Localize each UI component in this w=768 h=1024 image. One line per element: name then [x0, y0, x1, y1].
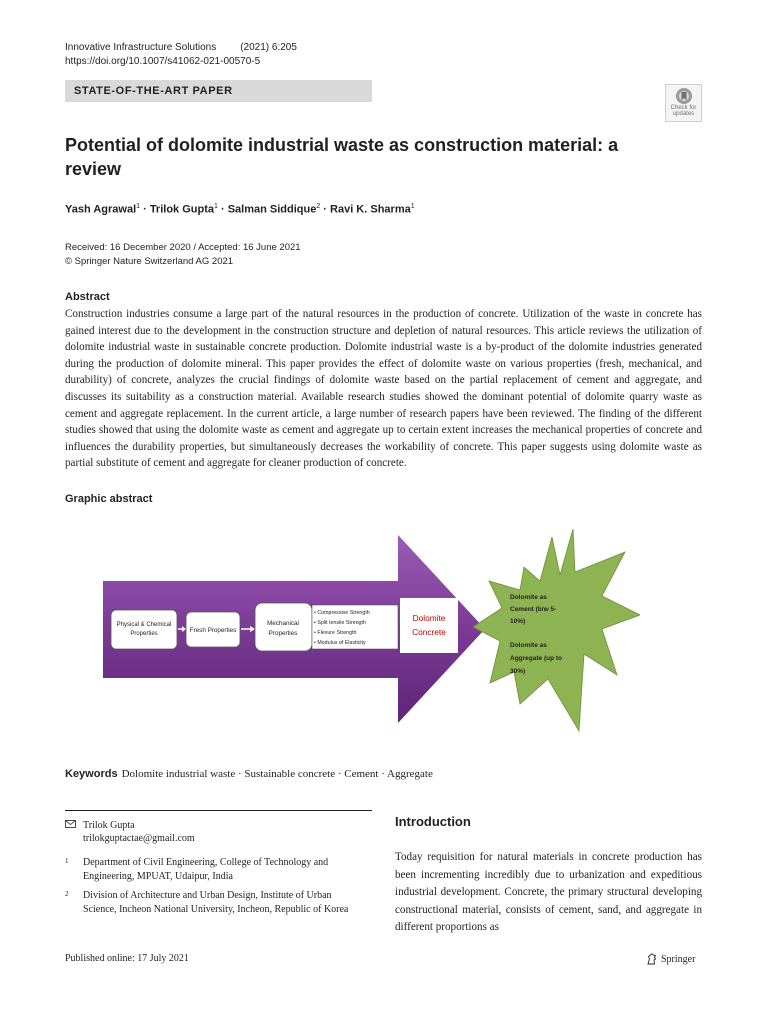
star-cement-line3: 10%) — [510, 618, 526, 625]
publisher-logo — [646, 953, 695, 965]
check-for-updates-icon — [675, 87, 693, 105]
received-accepted-dates: Received: 16 December 2020 / Accepted: 16 June 2021 — [65, 242, 301, 253]
star-cement-line2: Cement (b/w 5- — [510, 606, 557, 613]
author-name[interactable]: Yash Agrawal — [65, 203, 137, 216]
author-separator: · — [320, 203, 331, 216]
affiliation-number: 2 — [65, 890, 69, 898]
dolomite-star-burst — [473, 529, 640, 731]
bullet-modulus: • Modulus of Elasticity — [314, 640, 366, 646]
keywords-text: Dolomite industrial waste · Sustainable concrete · Cement · Aggregate — [121, 768, 433, 780]
article-dates — [65, 241, 301, 269]
badge-line-1: Check for — [670, 105, 697, 111]
author-name[interactable]: Trilok Gupta — [149, 203, 214, 216]
box2-label: Fresh Properties — [189, 627, 237, 634]
author-affiliation-mark: 2 — [316, 203, 321, 210]
author-separator: · — [217, 203, 228, 216]
keywords-label: Keywords — [65, 768, 118, 780]
doi-link[interactable]: https://doi.org/10.1007/s41062-021-00570-5 — [65, 56, 261, 67]
box3-line2: Properties — [268, 630, 298, 637]
star-cement-line1: Dolomite as — [510, 594, 547, 601]
dolomite-concrete-box — [400, 598, 458, 653]
graphic-abstract-heading: Graphic abstract — [65, 493, 153, 505]
physical-chemical-box — [111, 610, 177, 649]
springer-horse-icon — [646, 953, 658, 965]
affiliation-number: 1 — [65, 857, 69, 865]
corresponding-author-email[interactable]: trilokguptactae@gmail.com — [83, 833, 195, 844]
introduction-heading: Introduction — [395, 814, 471, 829]
star-aggregate-line3: 30%) — [510, 668, 526, 675]
author-separator: · — [140, 203, 150, 216]
bullet-flexure: • Flexure Strength — [314, 630, 357, 636]
footnote-divider — [65, 810, 372, 811]
corresponding-author-name: Trilok Gupta — [83, 820, 135, 831]
author-affiliation-mark: 1 — [214, 203, 218, 210]
keywords-line — [65, 768, 433, 780]
author-name[interactable]: Salman Siddique — [227, 203, 317, 216]
author-affiliation-mark: 1 — [136, 203, 141, 210]
box3-line1: Mechanical — [267, 620, 299, 627]
star-aggregate-line1: Dolomite as — [510, 642, 547, 649]
author-affiliation-mark: 1 — [410, 203, 415, 210]
center-line2: Concrete — [412, 627, 446, 637]
affiliation-text: Division of Architecture and Urban Design, Institute of Urban Science, Incheon National University, Incheon, Republic of Korea — [83, 890, 349, 915]
bullet-compressive: • Compressive Strength — [314, 610, 370, 616]
star-aggregate-line2: Aggregate (up to — [510, 655, 562, 662]
journal-volume: (2021) 6:205 — [240, 42, 297, 53]
bullet-split-tensile: • Split tensile Strength — [314, 620, 366, 626]
mechanical-properties-box — [255, 603, 312, 651]
author-name[interactable]: Ravi K. Sharma — [330, 203, 411, 216]
abstract-heading: Abstract — [65, 291, 110, 303]
abstract-text: Construction industries consume a large part of the natural resources in the production of concrete. Utilization of the waste in concrete has gained interest due to the development in the construction structure and depletion of natural resources. This article reviews the utilization of dolomite industrial waste in sustainable concrete production. Dolomite industrial waste is a by-product of the dolomite industries generated during the production of dolomite mineral. This paper provides the effect of dolomite waste on various properties (fresh, mechanical, and durability) of concrete, analyzes the crucial findings of dolomite waste based on the partial replacement of cement and aggregate, and discusses its suitability as a construction material. Available research studies showed the dominant potential of dolomite quarry waste as cement and aggregate replacement. In the current article, a large number of research papers have been reviewed. The finding of the different studies showed that using the dolomite waste as cement and aggregate up to certain extent increases the mechanical properties of concrete and influences the durability properties, but simultaneously decreases the workability of concrete. This paper suggests using dolomite waste as partial substitute of cement and aggregate for cleaner production of concrete. — [65, 308, 702, 470]
affiliation-text: Department of Civil Engineering, College of Technology and Engineering, MPUAT, Udaipur, India — [83, 857, 329, 882]
copyright-notice: © Springer Nature Switzerland AG 2021 — [65, 256, 234, 267]
box1-line1: Physical & Chemical — [116, 622, 172, 628]
journal-citation — [65, 41, 297, 55]
paper-title: Potential of dolomite industrial waste as construction material: a review — [65, 135, 619, 179]
badge-line-2: updates — [672, 111, 695, 117]
article-type-banner: STATE-OF-THE-ART PAPER — [65, 80, 372, 102]
check-for-updates-badge[interactable] — [665, 84, 702, 122]
graphic-abstract-figure — [100, 525, 640, 751]
publisher-name: Springer — [661, 953, 696, 965]
introduction-text: Today requisition for natural materials in concrete production has been incrementing incredibly due to urbanization and expeditious industrial development. Concrete, the primary structural developing constructional material, consists of cement, sand, and aggregate in different proportions as — [395, 851, 702, 933]
center-line1: Dolomite — [412, 613, 446, 623]
envelope-icon — [65, 820, 76, 828]
box1-line2: Properties — [130, 631, 158, 637]
published-online-date: Published online: 17 July 2021 — [65, 953, 189, 964]
journal-name: Innovative Infrastructure Solutions — [65, 42, 217, 53]
author-list — [65, 203, 415, 216]
